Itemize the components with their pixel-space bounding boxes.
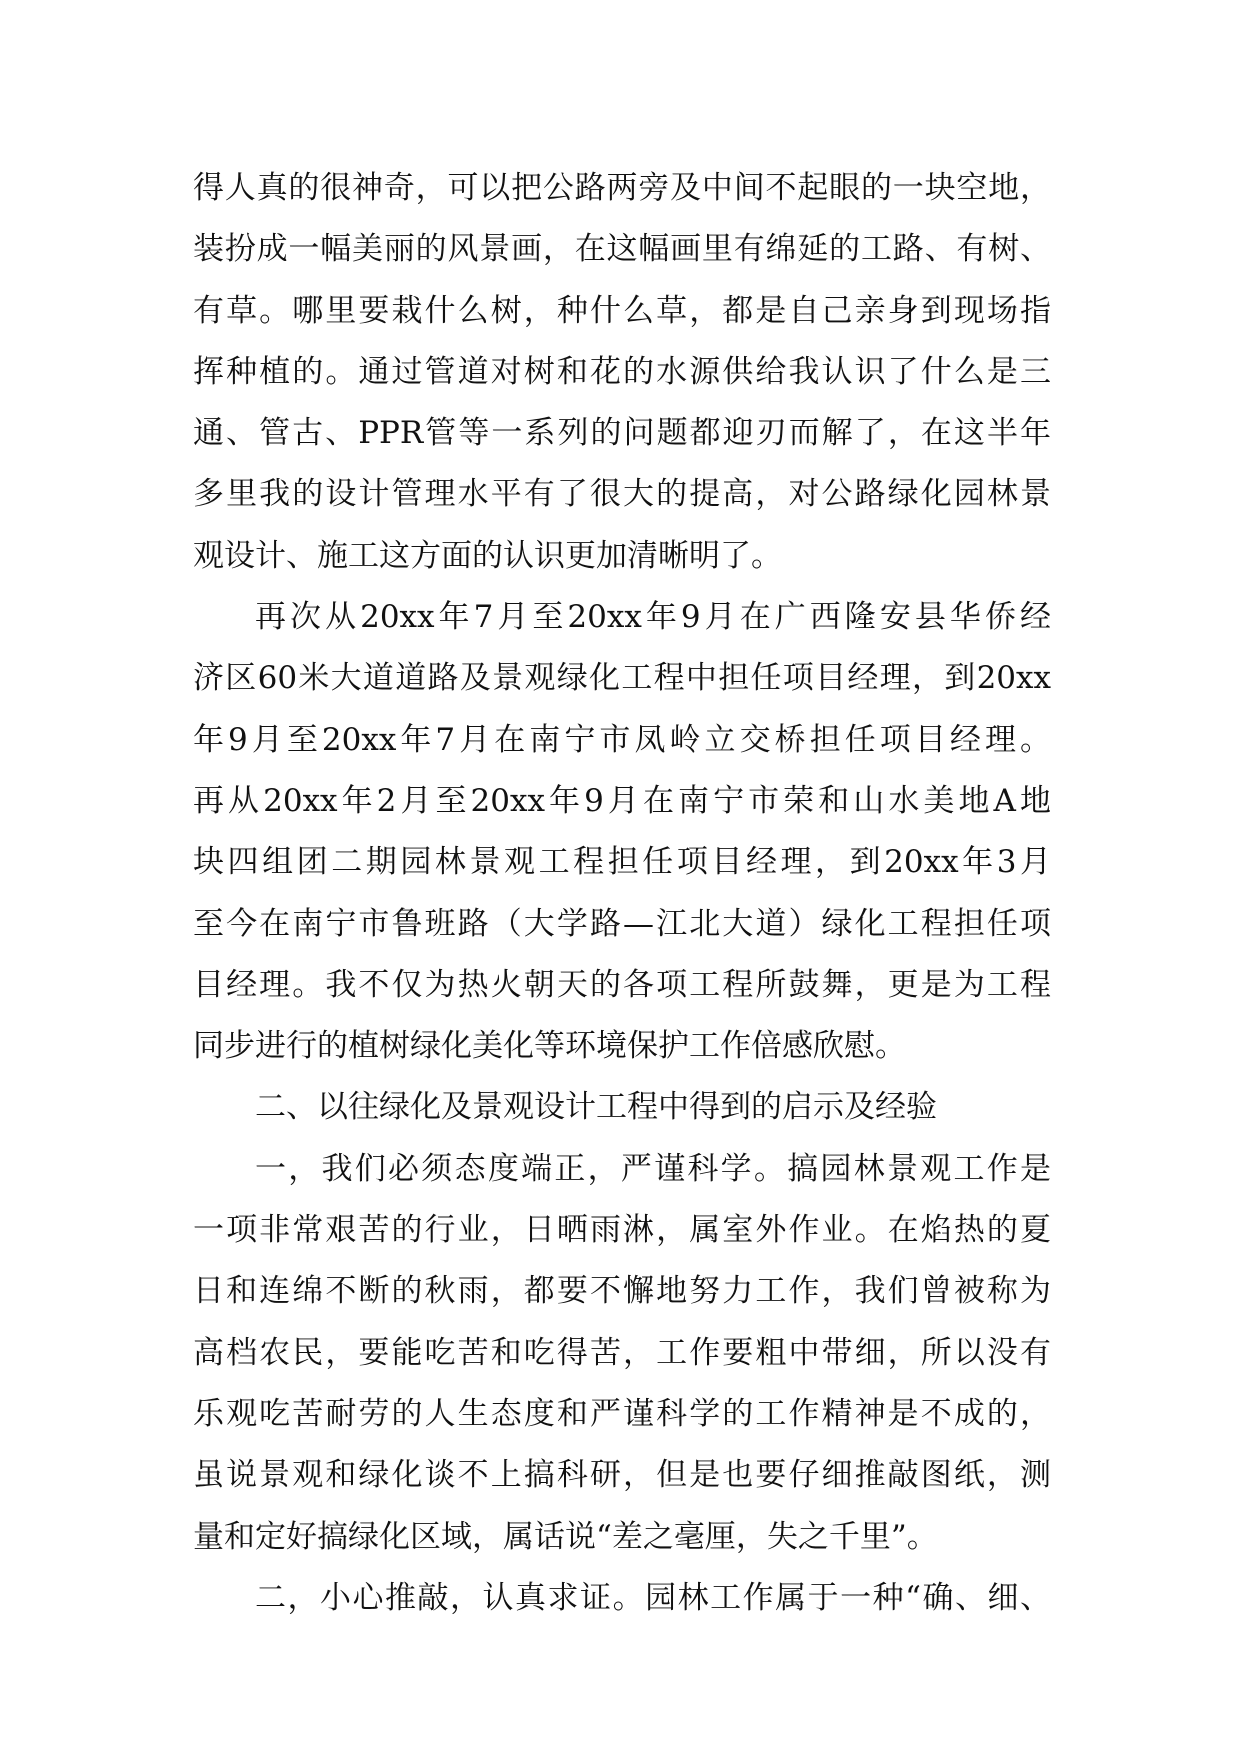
text-line: 量和定好搞绿化区域，属话说“差之毫厘，失之千里”。 — [193, 1518, 938, 1555]
text-line: 至今在南宁市鲁班路（大学路—江北大道）绿化工程担任项 — [193, 905, 1051, 942]
text-line: 装扮成一幅美丽的风景画，在这幅画里有绵延的工路、有树、 — [193, 231, 1051, 268]
text-line: 块四组团二期园林景观工程担任项目经理，到20xx年3月 — [193, 844, 1051, 881]
text-line: 虽说景观和绿化谈不上搞科研，但是也要仔细推敲图纸，测 — [193, 1457, 1051, 1494]
text-line: 年9月至20xx年7月在南宁市凤岭立交桥担任项目经理。 — [193, 721, 1051, 758]
text-line: 二、以往绿化及景观设计工程中得到的启示及经验 — [255, 1089, 937, 1126]
text-line: 通、管古、PPR管等一系列的问题都迎刃而解了，在这半年 — [193, 415, 1051, 452]
text-line: 一项非常艰苦的行业，日晒雨淋，属室外作业。在焰热的夏 — [193, 1212, 1051, 1249]
text-line: 高档农民，要能吃苦和吃得苦，工作要粗中带细，所以没有 — [193, 1334, 1051, 1371]
text-line: 同步进行的植树绿化美化等环境保护工作倍感欣慰。 — [193, 1028, 906, 1065]
body-text — [193, 158, 1051, 1629]
text-line: 多里我的设计管理水平有了很大的提高，对公路绿化园林景 — [193, 476, 1051, 513]
text-line: 一，我们必须态度端正，严谨科学。搞园林景观工作是 — [255, 1150, 1051, 1187]
text-line: 得人真的很神奇，可以把公路两旁及中间不起眼的一块空地， — [193, 170, 1051, 206]
text-line: 目经理。我不仅为热火朝天的各项工程所鼓舞，更是为工程 — [193, 966, 1051, 1003]
text-line: 再从20xx年2月至20xx年9月在南宁市荣和山水美地A地 — [193, 782, 1051, 819]
text-line: 乐观吃苦耐劳的人生态度和严谨科学的工作精神是不成的， — [193, 1395, 1051, 1432]
text-line: 济区60米大道道路及景观绿化工程中担任项目经理，到20xx — [193, 660, 1051, 697]
text-line: 日和连绵不断的秋雨，都要不懈地努力工作，我们曾被称为 — [193, 1273, 1051, 1310]
text-line: 有草。哪里要栽什么树，种什么草，都是自己亲身到现场指 — [193, 292, 1051, 329]
text-line: 二，小心推敲，认真求证。园林工作属于一种“确、细、 — [255, 1579, 1051, 1616]
text-line: 再次从20xx年7月至20xx年9月在广西隆安县华侨经 — [255, 599, 1051, 636]
text-line: 挥种植的。通过管道对树和花的水源供给我认识了什么是三 — [193, 353, 1051, 390]
text-line: 观设计、施工这方面的认识更加清晰明了。 — [193, 537, 782, 574]
